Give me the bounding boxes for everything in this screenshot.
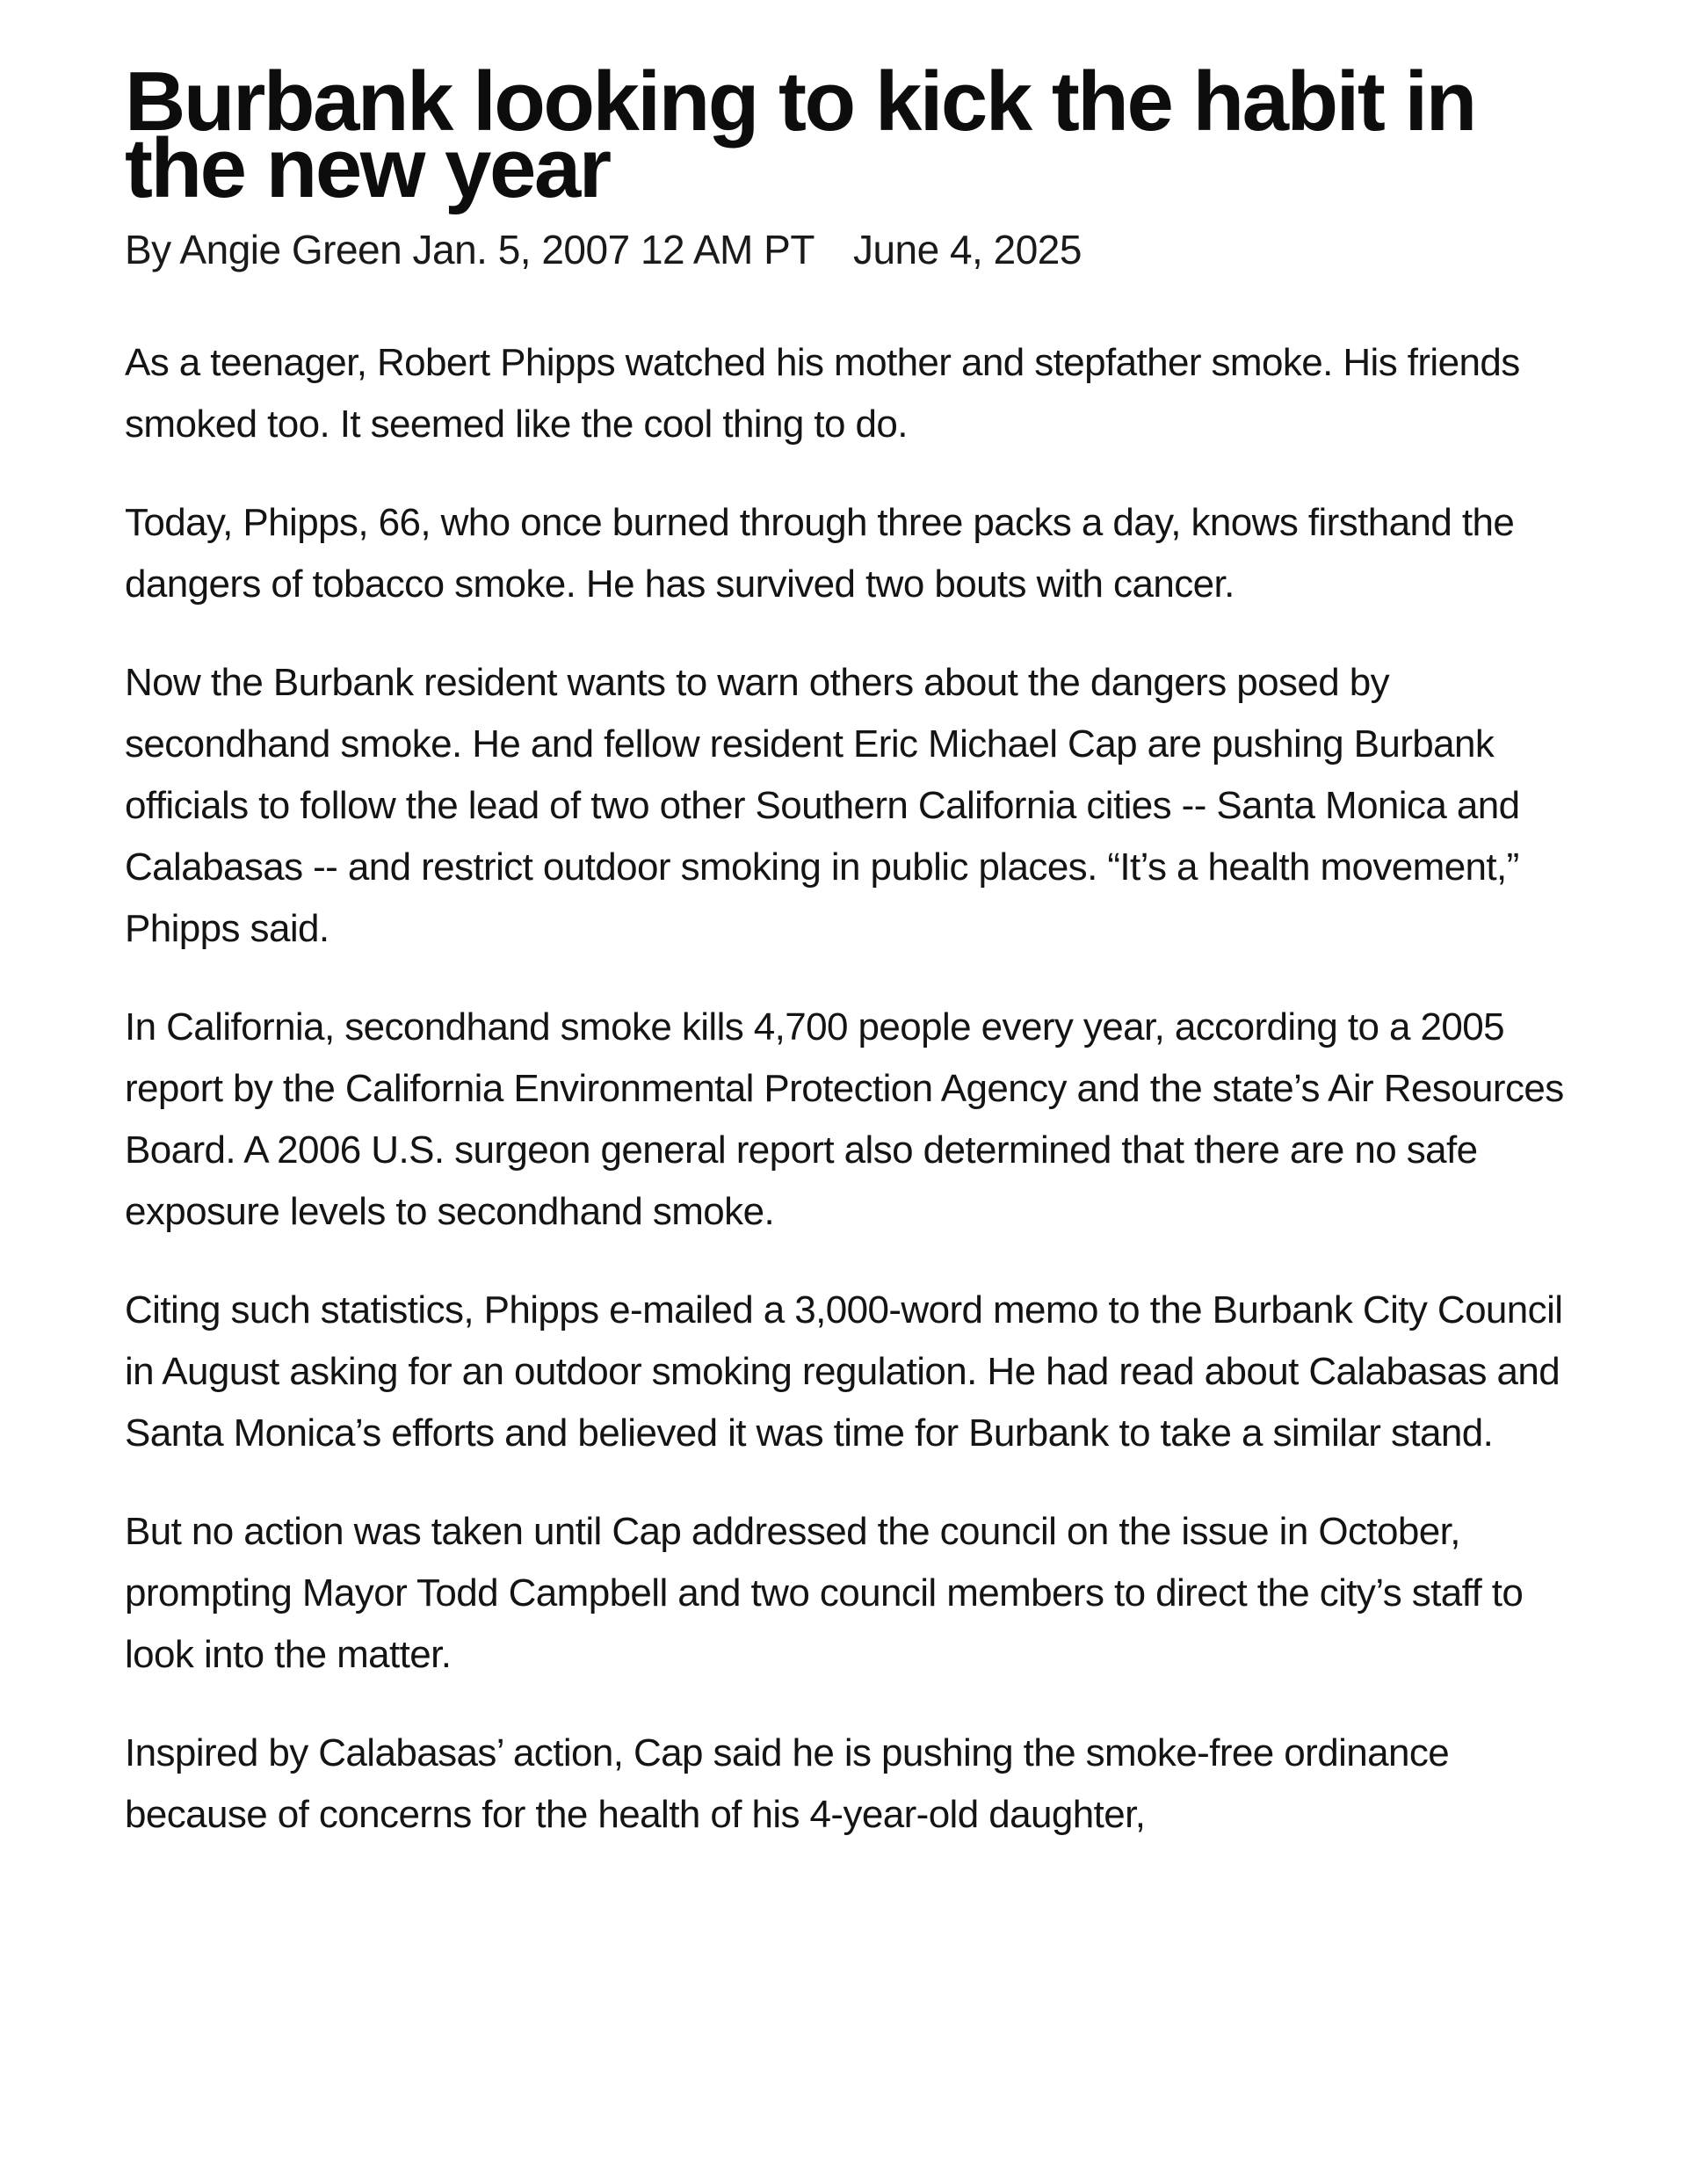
paragraph: Today, Phipps, 66, who once burned through three packs a day, knows firsthand the dangers of tobacco smoke. He has survived two bouts with cancer. <box>125 501 1515 606</box>
byline: By Angie Green Jan. 5, 2007 12 AM PT <box>125 227 815 272</box>
article <box>125 54 1575 1883</box>
paragraph: As a teenager, Robert Phipps watched his mother and stepfather smoke. His friends smoked too. It seemed like the cool thing to do. <box>125 341 1520 446</box>
article-meta <box>125 225 1575 274</box>
paragraph: But no action was taken until Cap addressed the council on the issue in October, prompting Mayor Todd Campbell and two council members to direct the city’s staff to look into the matter. <box>125 1510 1524 1676</box>
paragraph: Inspired by Calabasas’ action, Cap said he is pushing the smoke-free ordinance because of concerns for the health of his 4-year-old daughter, <box>125 1731 1450 1836</box>
paragraph: In California, secondhand smoke kills 4,700 people every year, according to a 2005 report by the California Environmental Protection Agency and the state’s Air Resources Board. A 2006 U.S. surgeon general report also determined that there are no safe exposure levels to secondhand smoke. <box>125 1005 1564 1233</box>
article-body <box>125 332 1575 1846</box>
paragraph: Now the Burbank resident wants to warn others about the dangers posed by secondhand smoke. He and fellow resident Eric Michael Cap are pushing Burbank officials to follow the lead of two other Southern California cities -- Santa Monica and Calabasas -- and restrict outdoor smoking in public places. “It’s a health movement,” Phipps said. <box>125 661 1520 950</box>
headline: Burbank looking to kick the habit in the new year <box>125 54 1475 215</box>
paragraph: Citing such statistics, Phipps e-mailed a 3,000-word memo to the Burbank City Council in August asking for an outdoor smoking regulation. He had read about Calabasas and Santa Monica’s efforts and believed it was time for Burbank to take a similar stand. <box>125 1288 1563 1455</box>
updated-date: June 4, 2025 <box>852 227 1082 272</box>
